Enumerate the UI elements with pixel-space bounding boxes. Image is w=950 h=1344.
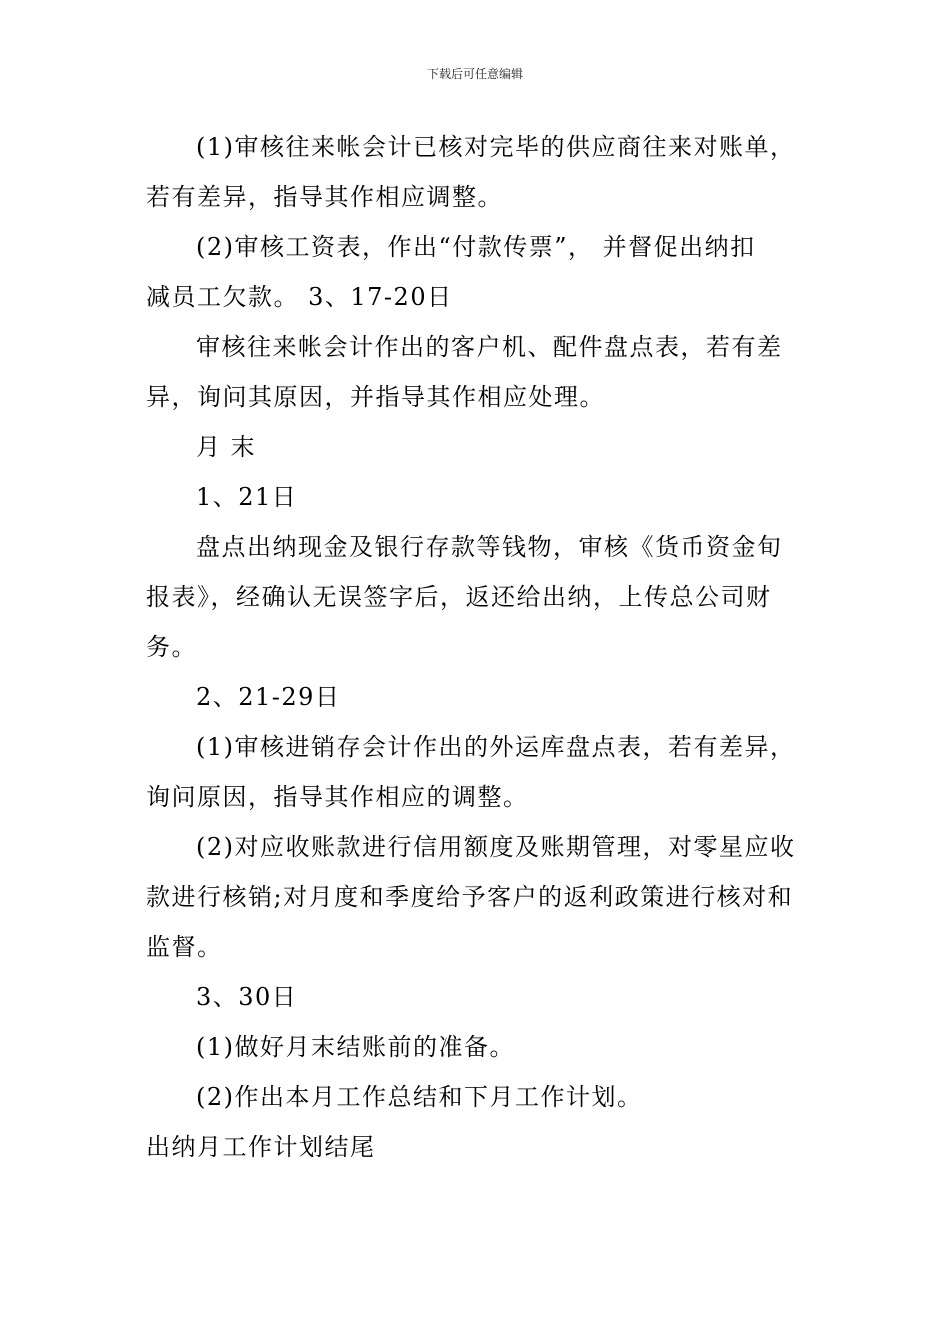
- page-header: 下载后可任意编辑: [426, 67, 523, 81]
- document-body: [146, 122, 810, 1172]
- paragraph-line: 务。: [146, 633, 197, 661]
- paragraph-line: 报表》，经确认无误签字后，返还给出纳，上传总公司财: [146, 583, 772, 611]
- paragraph-line: 盘点出纳现金及银行存款等钱物，审核《货币资金旬: [196, 533, 783, 561]
- item-heading: 3、30日: [196, 983, 298, 1011]
- item-heading: 2、21-29日: [196, 683, 341, 711]
- paragraph-line: 异，询问其原因，并指导其作相应处理。: [146, 383, 605, 411]
- paragraph-line: 询问原因，指导其作相应的调整。: [146, 783, 529, 811]
- closing-title: 出纳月工作计划结尾: [146, 1133, 376, 1161]
- paragraph-line: (2)审核工资表，作出“付款传票”， 并督促出纳扣: [196, 233, 756, 261]
- paragraph-line: (2)作出本月工作总结和下月工作计划。: [196, 1083, 643, 1111]
- paragraph-line: 若有差异，指导其作相应调整。: [146, 183, 503, 211]
- item-heading: 1、21日: [196, 483, 298, 511]
- paragraph-line: (1)做好月末结账前的准备。: [196, 1033, 515, 1061]
- section-heading: 月 末: [196, 433, 257, 461]
- paragraph-line: 款进行核销;对月度和季度给予客户的返利政策进行核对和: [146, 883, 794, 911]
- paragraph-line: 减员工欠款。 3、17-20日: [146, 283, 453, 311]
- paragraph-line: 监督。: [146, 933, 223, 961]
- paragraph-line: (1)审核进销存会计作出的外运库盘点表，若有差异，: [196, 733, 796, 761]
- paragraph-line: 审核往来帐会计作出的客户机、配件盘点表，若有差: [196, 333, 783, 361]
- paragraph-line: (1)审核往来帐会计已核对完毕的供应商往来对账单，: [196, 133, 796, 161]
- paragraph-line: (2)对应收账款进行信用额度及账期管理，对零星应收: [196, 833, 796, 861]
